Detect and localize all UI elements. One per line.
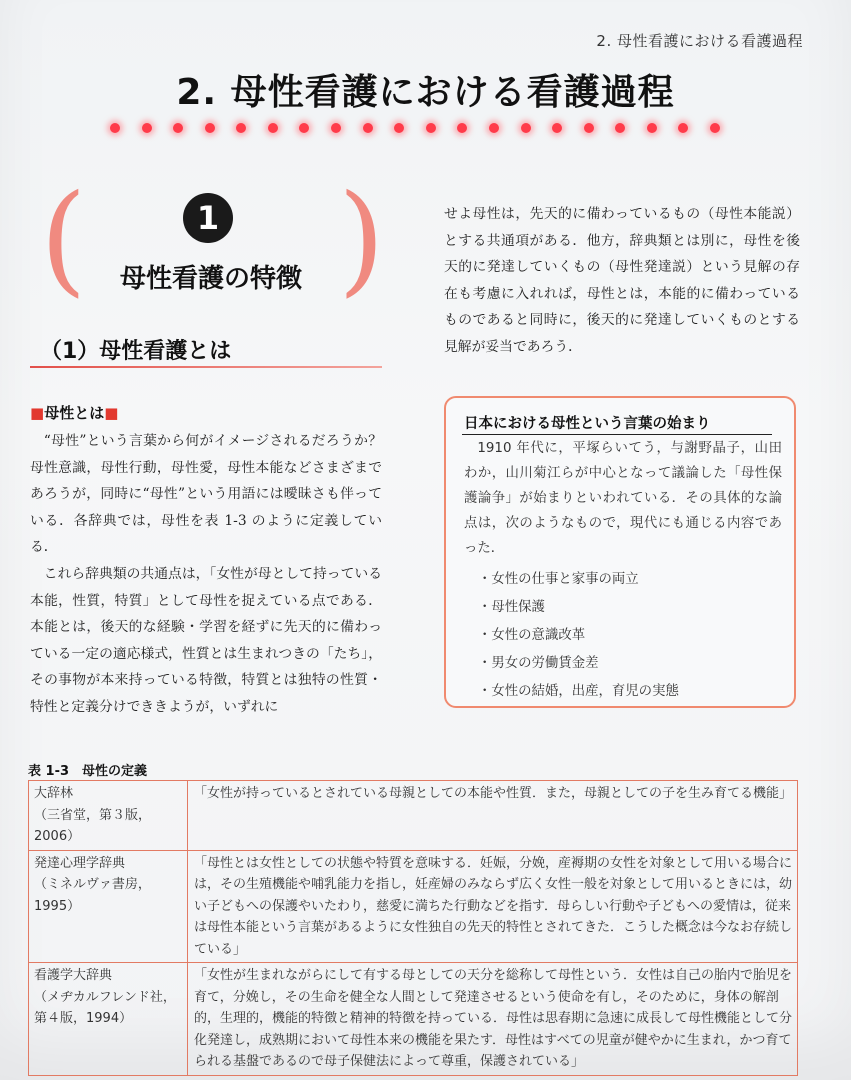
dot-ornament: [552, 123, 562, 133]
column-box-list: [478, 566, 679, 706]
definition-cell: 「女性が持っているとされている母親としての本能や性質．また，母親としての子を生み育てる機能」: [188, 781, 798, 851]
column-box-paragraph: 1910 年代に，平塚らいてう，与謝野晶子，山田わか，山川菊江らが中心となって議論した「母性保護論争」が始まりといわれている．その具体的な論点は，次のようなもので，現代にも通じる内容であった．: [464, 441, 782, 556]
paragraph-heading-text: 母性とは: [44, 404, 105, 422]
square-bullet-icon: ■: [30, 404, 45, 422]
dot-ornament: [236, 123, 246, 133]
list-item: ・ 女性の結婚，出産，育児の実態: [478, 678, 679, 706]
dot-ornament: [363, 123, 373, 133]
dot-ornament: [710, 123, 720, 133]
dot-ornament: [647, 123, 657, 133]
source-publisher: （ミネルヴァ書房，1995）: [34, 877, 151, 914]
decorative-dot-row: [110, 118, 720, 138]
dot-ornament: [205, 123, 215, 133]
dot-ornament: [331, 123, 341, 133]
paragraph-heading: [30, 402, 118, 423]
dot-ornament: [110, 123, 120, 133]
square-bullet-icon: ■: [104, 404, 119, 422]
source-name: 看護学大辞典: [34, 968, 113, 983]
definition-cell: 「母性とは女性としての状態や特質を意味する．妊娠，分娩，産褥期の女性を対象として用いる場合には，その生殖機能や哺乳能力を指し，妊産婦のみならず広く女性一般を対象として用いるときには，幼い子どもへの保護やいたわり，慈愛に満ちた行動などを指す．母らしい行動や子どもへの愛情は，従来は母性本能という言葉があるように女性独自の先天的特性とされてきた．こうした概念は今なお存続している」: [188, 850, 798, 963]
column-box-body: [464, 436, 782, 561]
dot-ornament: [268, 123, 278, 133]
body-paragraph: せよ母性は，先天的に備わっているもの（母性本能説）とする共通項がある．他方，辞典類とは別に，母性を後天的に発達していくもの（母性発達説）という見解の存在も考慮に入れれば，母性とは，本能的に備わっているものであると同時に，後天的に発達していくものとする見解が妥当であろう．: [444, 206, 800, 355]
source-cell: [29, 781, 188, 851]
column-box: [444, 396, 796, 708]
source-cell: [29, 850, 188, 963]
dot-ornament: [678, 123, 688, 133]
source-publisher: （三省堂，第３版，2006）: [34, 807, 152, 844]
table-row: [29, 781, 798, 851]
source-name: 大辞林: [34, 786, 74, 801]
source-publisher: （メヂカルフレンド社，第４版，1994）: [34, 989, 176, 1026]
definition-cell: 「女性が生まれながらにして有する母としての天分を総称して母性という．女性は自己の胎内で胎児を育て，分娩し，その生命を健全な人間として発達させるという使命を有し，そのために，身体の解剖的，生理的，機能的特徴と精神的特徴を持っている．母性は思春期に急速に成長して母性機能として分化発達し，成熟期において母性本来の機能を果たす．母性はすべての児童が健やかに生まれ，かつ育てられる基盤であるので母子保健法によって尊重，保護されている」: [188, 963, 798, 1076]
body-paragraph: “母性”という言葉から何がイメージされるだろうか？ 母性意識，母性行動，母性愛，母性本能などさまざまであろうが，同時に“母性”という用語には曖昧さも伴っている．各辞典では，母性を表 1-3 のように定義している．: [30, 433, 396, 556]
left-bracket-ornament: (: [40, 170, 87, 309]
right-column-body: [444, 201, 800, 361]
section-title: 母性看護の特徴: [119, 264, 302, 294]
dot-ornament: [299, 123, 309, 133]
list-item: ・ 男女の労働賃金差: [478, 650, 679, 678]
dot-ornament: [521, 123, 531, 133]
dot-ornament: [615, 123, 625, 133]
column-box-rule: [462, 434, 772, 435]
table-row: [29, 963, 798, 1076]
list-item: ・ 女性の仕事と家事の両立: [478, 566, 679, 594]
definition-table: [28, 780, 798, 1076]
dot-ornament: [142, 123, 152, 133]
dot-ornament: [489, 123, 499, 133]
dot-ornament: [457, 123, 467, 133]
chapter-title: 2. 母性看護における看護過程: [176, 72, 675, 113]
table-row: [29, 850, 798, 963]
dot-ornament: [173, 123, 183, 133]
column-box-title: 日本における母性という言葉の始まり: [464, 416, 711, 432]
dot-ornament: [394, 123, 404, 133]
table-caption: 表 1-3 母性の定義: [28, 764, 148, 779]
dot-ornament: [584, 123, 594, 133]
dot-ornament: [426, 123, 436, 133]
section-number-badge: 1: [183, 193, 233, 243]
list-item: ・ 女性の意識改革: [478, 622, 679, 650]
body-paragraph: これら辞典類の共通点は，「女性が母として持っている本能，性質，特質」として母性を捉えている点である．本能とは，後天的な経験・学習を経ずに先天的に備わっている一定の適応様式，性質とは生まれつきの「たち」，その事物が本来持っている特徴，特質とは独特の性質・特性と定義分けでききようが，いずれに: [30, 565, 382, 715]
subsection-underline: [30, 366, 382, 368]
right-bracket-ornament: ): [338, 170, 385, 309]
left-column-body: [30, 428, 396, 721]
source-cell: [29, 963, 188, 1076]
source-name: 発達心理学辞典: [34, 855, 126, 871]
list-item: ・ 母性保護: [478, 594, 679, 622]
subsection-title: （1）母性看護とは: [40, 339, 232, 364]
running-head: 2. 母性看護における看護過程: [596, 32, 803, 50]
